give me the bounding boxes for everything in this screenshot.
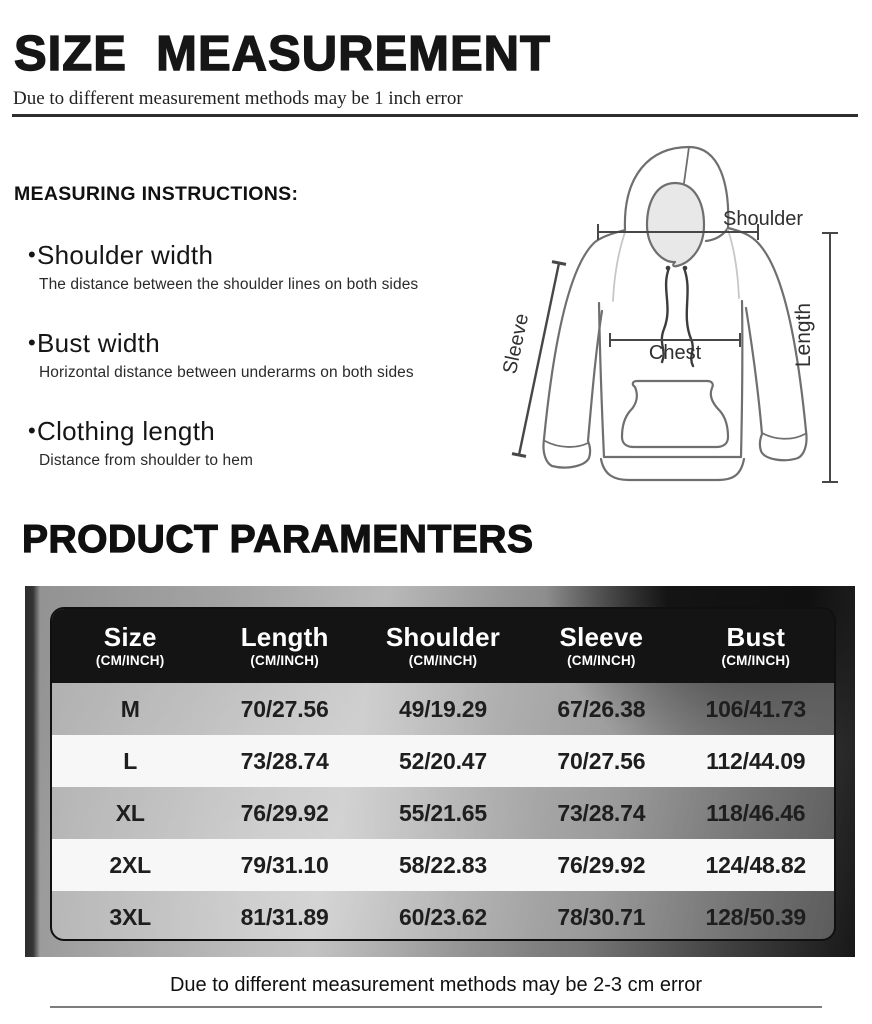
column-header-length: Length (CM/INCH) — [208, 623, 360, 669]
cell-shoulder: 52/20.47 — [399, 747, 487, 774]
length-label: Length — [792, 302, 815, 368]
cell-bust: 112/44.09 — [706, 747, 806, 774]
table-row — [52, 891, 834, 941]
title-divider — [12, 114, 858, 117]
body-side-right — [741, 301, 742, 457]
left-cuff-line — [545, 441, 588, 447]
cell-sleeve: 73/28.74 — [557, 799, 646, 826]
sleeve-measure-line — [519, 263, 559, 455]
cell-size: L — [123, 747, 138, 774]
instruction-item-bust — [28, 328, 468, 382]
cell-sleeve: 76/29.92 — [557, 851, 646, 878]
cell-bust: 124/48.82 — [705, 851, 807, 878]
unit-note: (CM/INCH) — [95, 653, 165, 669]
unit-note: (CM/INCH) — [567, 653, 636, 669]
unit-note: (CM/INCH) — [721, 653, 791, 669]
cell-size: M — [120, 695, 140, 722]
column-header-size: Size (CM/INCH) — [52, 623, 208, 669]
unit-note: (CM/INCH) — [250, 653, 319, 669]
instruction-desc: Distance from shoulder to hem — [39, 452, 253, 469]
cell-length: 81/31.89 — [240, 903, 329, 930]
kangaroo-pocket — [622, 381, 728, 447]
footer-divider — [50, 1006, 822, 1008]
instruction-desc: Horizontal distance between underarms on both sides — [39, 364, 414, 381]
shoulder-label: Shoulder — [723, 208, 804, 230]
instruction-term-text: Bust width — [37, 328, 160, 358]
table-row — [52, 683, 834, 735]
sleeve-label: Sleeve — [499, 311, 534, 376]
instructions-heading: MEASURING INSTRUCTIONS: — [14, 183, 299, 205]
page-subtitle: Due to different measurement methods may be 1 inch error — [13, 88, 463, 109]
instruction-desc: The distance between the shoulder lines on both sides — [39, 276, 419, 293]
cell-sleeve: 70/27.56 — [557, 747, 646, 774]
cell-shoulder: 60/23.62 — [399, 903, 487, 930]
left-shoulder-seam — [613, 232, 625, 301]
page-title: SIZE MEASUREMENT — [14, 27, 551, 81]
cell-shoulder: 55/21.65 — [399, 799, 487, 826]
cell-bust: 106/41.73 — [705, 695, 807, 722]
instruction-term-text: Clothing length — [37, 416, 215, 446]
bullet-icon: • — [28, 242, 37, 267]
cell-length: 79/31.10 — [240, 851, 329, 878]
right-shoulder-seam — [728, 230, 739, 298]
cell-length: 73/28.74 — [240, 747, 329, 774]
cell-size: XL — [115, 799, 145, 826]
cell-length: 70/27.56 — [240, 695, 329, 722]
face-opening — [647, 183, 704, 266]
right-cuff-line — [762, 433, 805, 439]
table-row — [52, 787, 834, 839]
instruction-item-shoulder — [28, 240, 468, 294]
instruction-term — [28, 240, 468, 271]
drawstring-dot-right — [683, 266, 688, 271]
instruction-term-text: Shoulder width — [37, 240, 214, 270]
unit-note: (CM/INCH) — [408, 653, 478, 669]
bullet-icon: • — [28, 330, 37, 355]
table-header-row — [52, 609, 834, 683]
cell-bust: 118/46.46 — [706, 799, 806, 826]
cell-size: 3XL — [109, 903, 151, 930]
drawstring-dot-left — [666, 266, 671, 271]
table-row — [52, 839, 834, 891]
footer-note: Due to different measurement methods may be 2-3 cm error — [169, 974, 703, 996]
parameters-heading: PRODUCT PARAMENTERS — [22, 518, 534, 561]
body-side-left — [599, 303, 604, 457]
cell-bust: 128/50.39 — [705, 903, 807, 930]
table-row — [52, 735, 834, 787]
cell-length: 76/29.92 — [240, 799, 329, 826]
hem-bottom — [601, 459, 744, 480]
instruction-item-length — [28, 416, 468, 470]
cell-sleeve: 67/26.38 — [557, 695, 646, 722]
column-header-sleeve: Sleeve (CM/INCH) — [525, 623, 677, 669]
column-header-bust: Bust (CM/INCH) — [678, 623, 834, 669]
cell-shoulder: 58/22.83 — [399, 851, 487, 878]
hoodie-measurement-diagram — [492, 133, 858, 505]
hood-seam — [684, 147, 689, 183]
size-table-background — [25, 586, 855, 957]
cell-shoulder: 49/19.29 — [399, 695, 487, 722]
cell-size: 2XL — [109, 851, 151, 878]
instruction-term — [28, 328, 468, 359]
chest-label: Chest — [648, 342, 702, 364]
column-header-shoulder: Shoulder (CM/INCH) — [361, 623, 525, 669]
instruction-term — [28, 416, 468, 447]
bullet-icon: • — [28, 418, 37, 443]
cell-sleeve: 78/30.71 — [557, 903, 646, 930]
size-table — [50, 607, 836, 941]
